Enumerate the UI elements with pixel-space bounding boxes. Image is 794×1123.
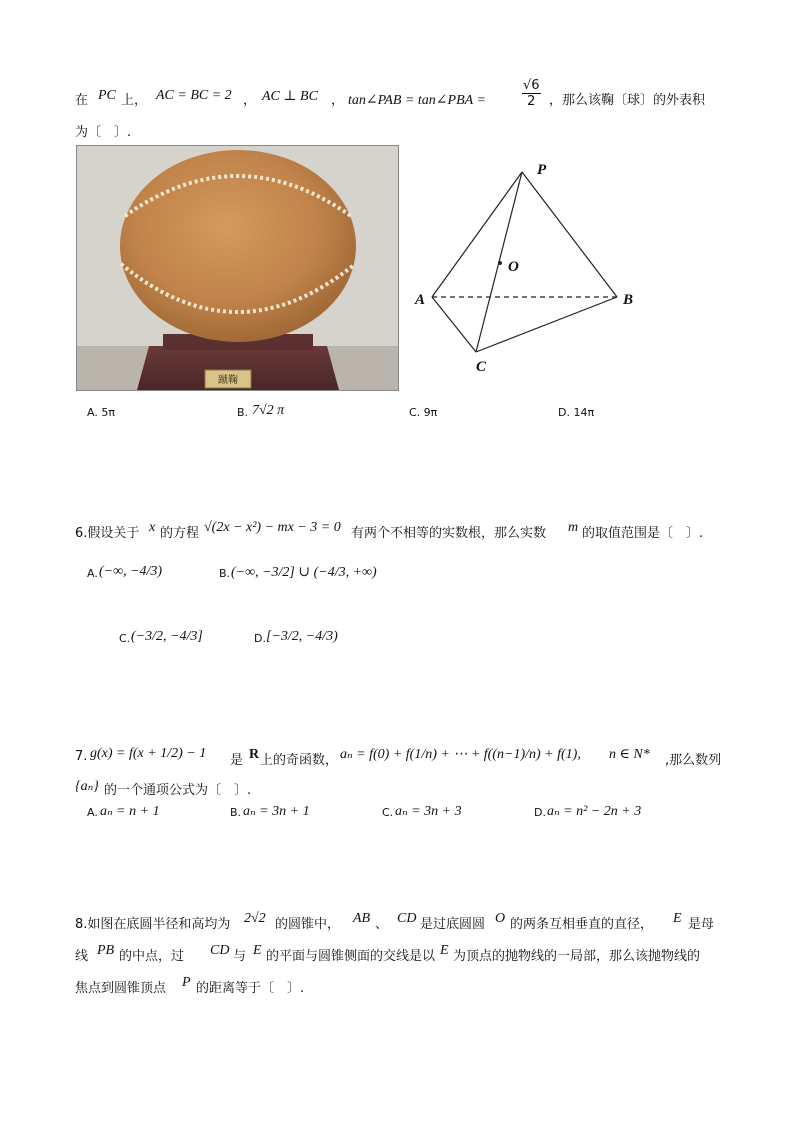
edge-pb — [522, 172, 617, 297]
q8-l2-b: 的中点，过 — [119, 949, 185, 964]
q7-seq: {aₙ} — [75, 779, 99, 794]
cuju-ball-photo — [76, 145, 399, 391]
q5-eq1: AC = BC = 2 — [156, 88, 232, 103]
q8-l2-c: 与 — [233, 949, 247, 964]
q7-option-d-label[interactable]: D. — [534, 806, 546, 819]
q5-comma2: ， — [331, 93, 345, 108]
q6-option-d[interactable]: [−3/2, −4/3) — [266, 629, 338, 644]
q5-option-a[interactable]: A. 5π — [87, 406, 115, 419]
q6-prefix: 6.假设关于 — [75, 526, 140, 541]
q8-l1-c: 、 — [375, 917, 389, 932]
q5-eq2: AC ⊥ BC — [262, 89, 318, 104]
q6-option-c-label[interactable]: C. — [119, 632, 131, 645]
q7-option-b[interactable]: aₙ = 3n + 1 — [243, 804, 310, 819]
q8-l1-a: 8.如图在底圆半径和高均为 — [75, 917, 231, 932]
q7-n-in: n ∈ N* — [609, 747, 650, 762]
q7-g-def: g(x) = f(x + 1/2) − 1 — [90, 746, 207, 761]
q5-comma1: ， — [243, 93, 257, 108]
q7-is: 是 — [230, 753, 244, 768]
q8-l1-d: 是过底圆圆 — [420, 917, 486, 932]
q8-l1-f: 是母 — [688, 917, 715, 932]
q5-line2: 为〔 〕. — [75, 125, 132, 140]
q6-option-b-label[interactable]: B. — [219, 567, 231, 580]
q6-option-a[interactable]: (−∞, −4/3) — [99, 564, 163, 579]
edge-ac — [432, 297, 476, 352]
q8-l2-E2: E — [440, 943, 449, 958]
q7-an-def: aₙ = f(0) + f(1/n) + ⋯ + f((n−1)/n) + f(1), — [340, 747, 581, 762]
q7-line2: 的一个通项公式为〔 〕. — [104, 783, 252, 798]
q6-x: x — [149, 520, 156, 535]
q8-l3-b: 的距离等于〔 〕. — [196, 981, 305, 996]
label-b: B — [623, 292, 634, 308]
cuju-ball-illustration — [77, 146, 398, 390]
q5-line1-prefix: 在 — [75, 93, 89, 108]
label-o: O — [508, 259, 519, 275]
q8-l2-d: 的平面与圆锥侧面的交线是以 — [266, 949, 436, 964]
q6-option-b[interactable]: (−∞, −3/2] ∪ (−4/3, +∞) — [231, 565, 377, 580]
label-p: P — [537, 162, 547, 178]
q8-l1-ab: AB — [353, 911, 371, 926]
q8-l3-a: 焦点到圆锥顶点 — [75, 981, 167, 996]
q5-option-b-label[interactable]: B. — [237, 406, 249, 419]
q8-l1-val: 2√2 — [244, 911, 266, 926]
q8-l2-pb: PB — [97, 943, 115, 958]
q6-option-c[interactable]: (−3/2, −4/3] — [131, 629, 203, 644]
q5-fraction — [521, 78, 542, 109]
q8-l2-E: E — [253, 943, 262, 958]
edge-pa — [432, 172, 522, 297]
q5-frac-den: 2 — [527, 94, 536, 109]
q8-l1-b: 的圆锥中， — [275, 917, 341, 932]
q7-option-a-label[interactable]: A. — [87, 806, 98, 819]
q7-option-b-label[interactable]: B. — [230, 806, 242, 819]
q7-r: R — [249, 747, 260, 762]
q6-tail: 的取值范围是〔 〕. — [582, 526, 704, 541]
q7-option-c[interactable]: aₙ = 3n + 3 — [395, 804, 462, 819]
plaque-text: 蹴鞠 — [218, 375, 238, 386]
q5-tan: tan∠PAB = tan∠PBA = — [348, 93, 486, 108]
q7-num: 7. — [75, 749, 88, 764]
q7-option-c-label[interactable]: C. — [382, 806, 394, 819]
q6-suffix: 有两个不相等的实数根，那么实数 — [351, 526, 547, 541]
q5-on: 上， — [121, 93, 148, 108]
q8-l3-P: P — [182, 975, 191, 990]
q8-l2-a: 线 — [75, 949, 89, 964]
q6-option-a-label[interactable]: A. — [87, 567, 98, 580]
q8-l1-e: 的两条互相垂直的直径， — [510, 917, 654, 932]
q7-option-a[interactable]: aₙ = n + 1 — [100, 804, 160, 819]
q7-option-d[interactable]: aₙ = n² − 2n + 3 — [547, 804, 642, 819]
label-c: C — [476, 359, 487, 375]
edge-bc — [476, 297, 617, 352]
q7-odd: 上的奇函数， — [260, 753, 339, 768]
point-o — [498, 261, 502, 265]
tetrahedron-diagram — [410, 150, 650, 380]
q5-option-c[interactable]: C. 9π — [409, 406, 438, 419]
label-a: A — [415, 292, 426, 308]
q6-mid: 的方程 — [160, 526, 200, 541]
q8-l1-o: O — [495, 911, 506, 926]
q6-m: m — [568, 520, 579, 535]
q8-l2-e: 为顶点的抛物线的一局部，那么该抛物线的 — [453, 949, 701, 964]
q6-option-d-label[interactable]: D. — [254, 632, 266, 645]
q5-line1-suffix: ，那么该鞠〔球〕的外表积 — [549, 93, 706, 108]
q5-frac-num: √6 — [523, 78, 540, 93]
q5-pc: PC — [98, 88, 116, 103]
q8-l1-cd: CD — [397, 911, 417, 926]
q6-equation: √(2x − x²) − mx − 3 = 0 — [204, 520, 341, 535]
q8-l2-cd: CD — [210, 943, 230, 958]
q5-option-b-value[interactable]: 7√2 π — [252, 403, 285, 418]
q5-option-d[interactable]: D. 14π — [558, 406, 595, 419]
q7-tail1: ,那么数列 — [665, 753, 722, 768]
q8-l1-E: E — [673, 911, 682, 926]
